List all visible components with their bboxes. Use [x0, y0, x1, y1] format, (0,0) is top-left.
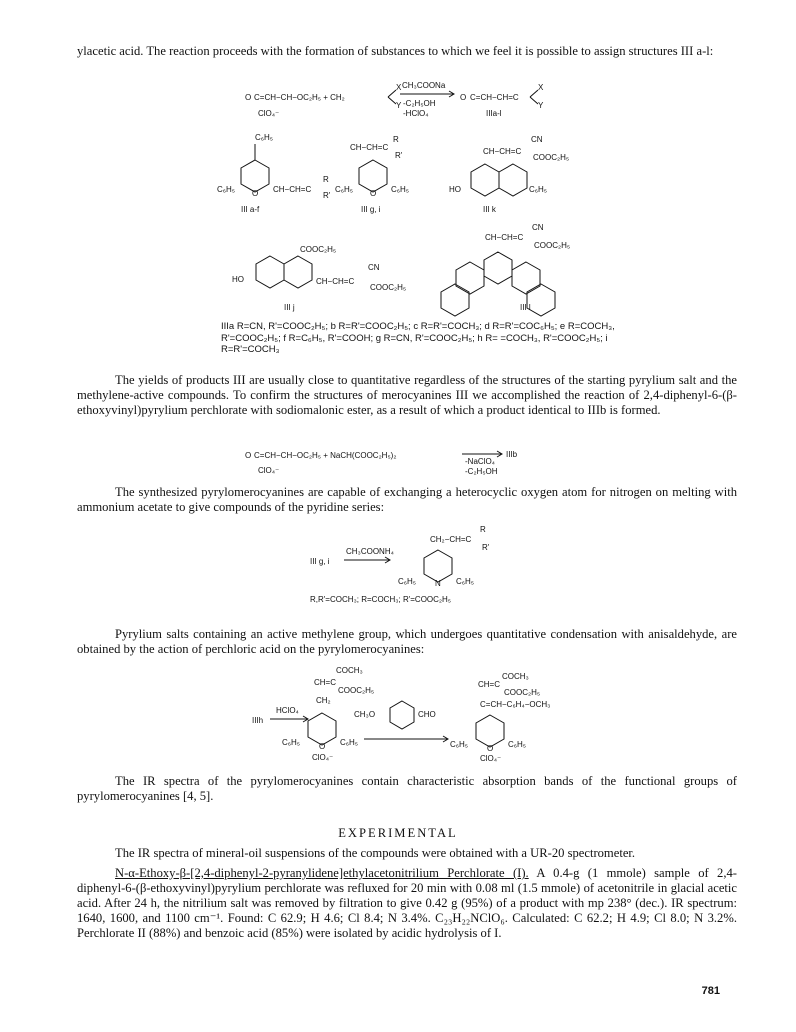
s3-c6h5-right: C₆H₅ [456, 577, 475, 586]
s1-o-left: O [245, 93, 252, 102]
ho-k: HO [449, 185, 461, 194]
s3-reagent: CH₃COONH₄ [346, 547, 394, 556]
s2-o: O [245, 451, 252, 460]
paragraph-yields: The yields of products III are usually close to quantitative regardless of the structures of the starting pyrylium salt and the methylene-active compounds. To confirm the structures of merocyanines III we accomplished the reaction of 2,4-diphenyl-6-(β-ethoxyvinyl)pyrylium perchlorate with sodiomalonic ester, as a result of which a product identical to IIIb is formed. [77, 373, 737, 417]
compound-i-body: A 0.4-g (1 mmole) sample of 2,4-diphenyl-6-(β-ethoxyvinyl)pyrylium perchlorate was refluxed for 20 min with 0.08 ml (1.5 mmole) of acetonitrile in glacial acetic acid. After 24 h, the nitrilium salt was removed by filtration to give 0.42 g (95%) of a product with mp 238° (dec.). IR spectrum: 1640, 1600, and 1100 cm⁻¹. Found: C 62.9; H 4.6; Cl 8.4; N 3.4%. C₂₃H₂₂NClO₆. Calculated: C 62.2; H 4.9; Cl 8.0; N 3.2%. Perchlorate II (88%) and benzoic acid (85%) were isolated by acidic hydrolysis of I. [77, 866, 737, 940]
s2-r1: -NaClO₄ [465, 457, 495, 466]
s4-reagent: HClO₄ [276, 706, 299, 715]
c6h5-top-1: C₆H₅ [255, 133, 274, 142]
scheme-1 [240, 78, 570, 128]
paragraph-ir: The IR spectra of the pyrylomerocyanines contain characteristic absorption bands of the functional groups of pyrylomerocyanines [4, 5]. [77, 774, 737, 803]
s2-formula: C=CH−CH−OC₂H₅ + NaCH(COOC₂H₅)₂ [254, 451, 397, 460]
chain-gi: CH−CH=C [350, 143, 389, 152]
s3-legend: R,R'=COCH₃; R=COCH₃; R'=COOC₂H₅ [310, 595, 452, 604]
pyridine-ring [424, 550, 452, 582]
paragraph-compound-i [77, 866, 737, 941]
s4-coch3-2: COCH₃ [502, 672, 529, 681]
rp-gi: R' [395, 151, 403, 160]
s1-reagent-top: CH₃COONa [402, 81, 446, 90]
ring-o-1: O [252, 189, 259, 198]
scheme-2 [240, 443, 560, 477]
pyrylium-ring-1 [308, 713, 336, 745]
c6h5-left-gi: C₆H₅ [335, 185, 354, 194]
s3-chain: CH₂−CH=C [430, 535, 472, 544]
s1-product-formula: C=CH−CH=C [470, 93, 519, 102]
s4-ch-eq-c: CH=C [314, 678, 337, 687]
s4-aldehyde-left: CH₃O [354, 710, 376, 719]
s4-o-2: O [487, 744, 494, 753]
pyrylium-ring-2 [476, 715, 504, 747]
label-iii-l: III l [520, 303, 531, 312]
left-ring-l [456, 262, 484, 294]
label-iii-af: III a-f [241, 205, 260, 214]
chain-l: CH−CH=C [485, 233, 524, 242]
left-benzo-l [441, 284, 469, 316]
s4-cooc2h5-1: COOC₂H₅ [338, 686, 375, 695]
cooc2h5-j: COOC₂H₅ [370, 283, 407, 292]
s2-perchlorate: ClO₄⁻ [258, 466, 280, 475]
s4-ch-eq-c-2: CH=C [478, 680, 501, 689]
cooc2h5-l: COOC₂H₅ [534, 241, 571, 250]
compound-i-title: N-α-Ethoxy-β-[2,4-diphenyl-2-pyranylidene]ethylacetonitrilium Perchlorate (I). [115, 866, 529, 880]
benzo-ring-k [471, 164, 499, 196]
c6h5-k: C₆H₅ [529, 185, 548, 194]
anisaldehyde-ring [390, 701, 414, 729]
structures-row-2 [230, 222, 610, 317]
paragraph-anisaldehyde: Pyrylium salts containing an active methylene group, which undergoes quantitative condensation with anisaldehyde, are obtained by the action of perchloric acid on the pyrylomerocyanines: [77, 627, 737, 656]
rp-1: R' [323, 191, 331, 200]
pyran-ring-k [499, 164, 527, 196]
s4-c6h5-l1: C₆H₅ [282, 738, 301, 747]
label-iii-gi: III g, i [361, 205, 381, 214]
cooc2h5-j-top: COOC₂H₅ [300, 245, 337, 254]
label-iii-j: III j [284, 303, 295, 312]
s1-y2: Y [538, 101, 544, 110]
ho-j: HO [232, 275, 244, 284]
s3-rp: R' [482, 543, 490, 552]
s4-prod-chain: C=CH−C₆H₄−OCH₃ [480, 700, 551, 709]
pyran-ring-l [484, 252, 512, 284]
s4-c6h5-l2: C₆H₅ [450, 740, 469, 749]
cn-l: CN [532, 223, 544, 232]
s2-product: IIIb [506, 450, 518, 459]
s4-cooc2h5-2: COOC₂H₅ [504, 688, 541, 697]
cn-k: CN [531, 135, 543, 144]
s1-left-formula: C=CH−CH−OC₂H₅ + CH₂ [254, 93, 345, 102]
s4-coch3-1: COCH₃ [336, 666, 363, 675]
right-ring-l [512, 262, 540, 294]
s1-y: Y [396, 101, 402, 110]
s2-r2: -C₂H₅OH [465, 467, 498, 476]
label-iii-k: III k [483, 205, 496, 214]
s4-clo4-2: ClO₄⁻ [480, 754, 502, 763]
pyran-ring-j [284, 256, 312, 288]
s3-c6h5-left: C₆H₅ [398, 577, 417, 586]
s4-c6h5-r1: C₆H₅ [340, 738, 359, 747]
s4-start: IIIh [252, 716, 264, 725]
r-gi: R [393, 135, 399, 144]
s1-x2: X [538, 83, 544, 92]
c6h5-left-1: C₆H₅ [217, 185, 236, 194]
pyran-ring-1 [241, 160, 269, 192]
c6h5-right-gi: C₆H₅ [391, 185, 410, 194]
structures-legend: IIIa R=CN, R'=COOC₂H₅; b R=R'=COOC₂H₅; c R=R'=COCH₃; d R=R'=COC₆H₅; e R=COCH₃, R'=COOC₂H₅; f R=C₆H₅, R'=COOH; g R=CN, R'=COOC₂H₅; h R= =COCH₃, R'=COOC₂H₅; i R=R'=COCH₃ [221, 321, 615, 355]
scheme-4 [252, 663, 672, 763]
paragraph-spectrometer: The IR spectra of mineral-oil suspensions of the compounds were obtained with a UR-20 spectrometer. [115, 846, 636, 860]
ring-o-gi: O [370, 189, 377, 198]
chain-k: CH−CH=C [483, 147, 522, 156]
s4-clo4-1: ClO₄⁻ [312, 753, 334, 762]
chain-j: CH−CH=C [316, 277, 355, 286]
pyran-ring-gi [359, 160, 387, 192]
paragraph-intro: ylacetic acid. The reaction proceeds with the formation of substances to which we feel it is possible to assign structures III a-l: [77, 44, 714, 58]
s1-reagent-bot1: -C₂H₅OH [403, 99, 436, 108]
s3-start: III g, i [310, 557, 330, 566]
right-benzo-l [527, 284, 555, 316]
chain-1: CH−CH=C [273, 185, 312, 194]
s3-r: R [480, 525, 486, 534]
structures-row-1 [215, 130, 595, 220]
s3-n: N [435, 579, 441, 588]
s1-x: X [396, 83, 402, 92]
s4-aldehyde-right: CHO [418, 710, 436, 719]
section-heading-experimental: EXPERIMENTAL [338, 826, 458, 840]
cooc2h5-k: COOC₂H₅ [533, 153, 570, 162]
s1-o-right: O [460, 93, 467, 102]
r-1: R [323, 175, 329, 184]
s4-o-1: O [319, 742, 326, 751]
cn-j: CN [368, 263, 380, 272]
s1-reagent-bot2: -HClO₄ [403, 109, 429, 118]
s4-c6h5-r2: C₆H₅ [508, 740, 527, 749]
benzo-ring-j [256, 256, 284, 288]
s1-perchlorate: ClO₄⁻ [258, 109, 280, 118]
scheme-3 [310, 522, 530, 608]
s4-ch2: CH₂ [316, 696, 331, 705]
page-number: 781 [701, 985, 720, 997]
s1-product-label: IIIa-l [486, 109, 502, 118]
paragraph-pyridine: The synthesized pyrylomerocyanines are capable of exchanging a heterocyclic oxygen atom for nitrogen on melting with ammonium acetate to give compounds of the pyridine series: [77, 485, 737, 514]
